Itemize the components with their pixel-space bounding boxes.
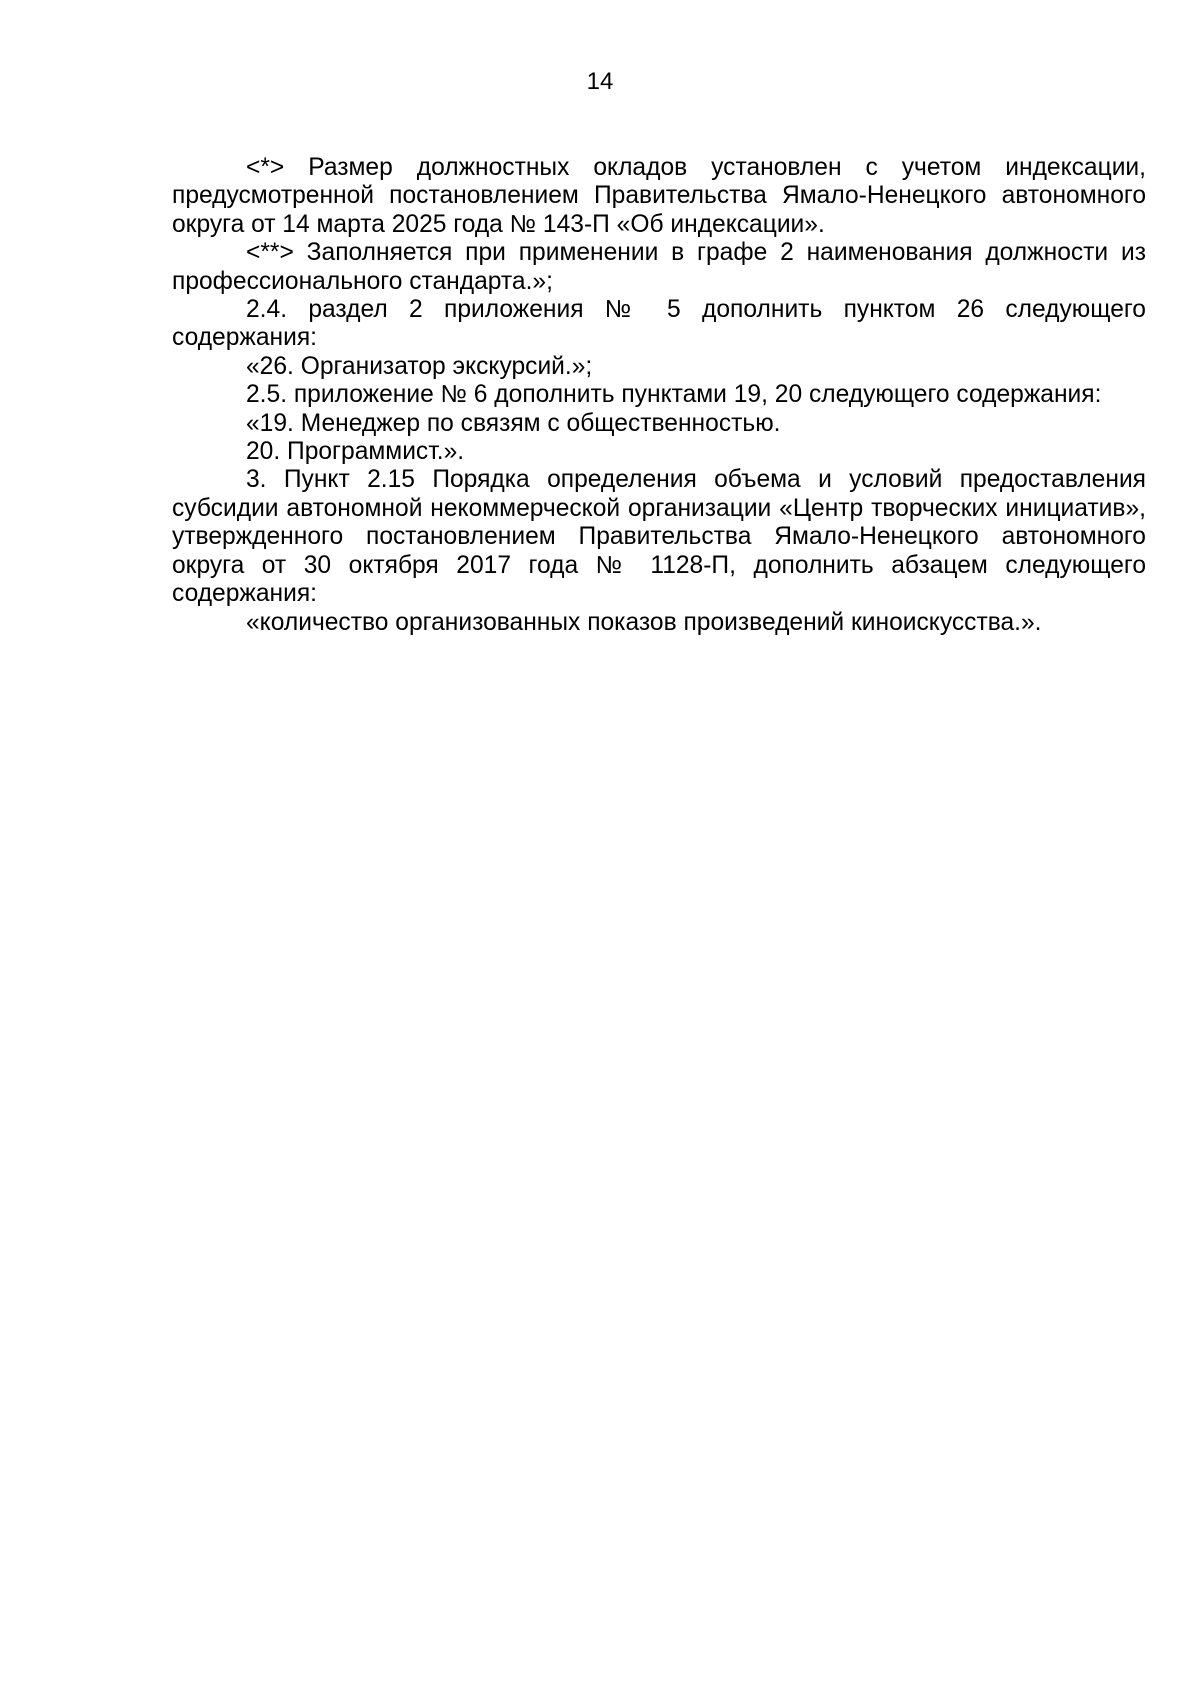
clause-3-added-paragraph: «количество организованных показов произведений киноискусства.». [246,608,1042,636]
clause-2-5-item-19: «19. Менеджер по связям с общественностью. [246,409,781,437]
clause-2-4-item-26: «26. Организатор экскурсий.»; [246,352,593,380]
footnote-salary-indexation: <*> Размер должностных окладов установлен с учетом индексации, предусмотренной постановлением Правительства Ямало-Ненецкого автономного округа от 14 марта 2025 года № 143-П «Об индексации». [172,154,1146,238]
clause-3: 3. Пункт 2.15 Порядка определения объема и условий предоставления субсидии автономной некоммерческой организации «Центр творческих инициатив», утвержденного постановлением Правительства Ямало-Ненецкого автономного округа от 30 октября 2017 года № 1128-П, дополнить абзацем следующего содержания: [172,466,1146,608]
clause-2-5: 2.5. приложение № 6 дополнить пунктами 19, 20 следующего содержания: [246,381,1102,409]
footnote-professional-standard: <**> Заполняется при применении в графе 2 наименования должности из профессионального стандарта.»; [172,239,1146,295]
clause-2-4: 2.4. раздел 2 приложения № 5 дополнить пунктом 26 следующего содержания: [172,296,1146,352]
page-number: 14 [586,68,614,95]
document-body [172,154,1146,637]
clause-2-5-item-20: 20. Программист.». [246,438,465,466]
